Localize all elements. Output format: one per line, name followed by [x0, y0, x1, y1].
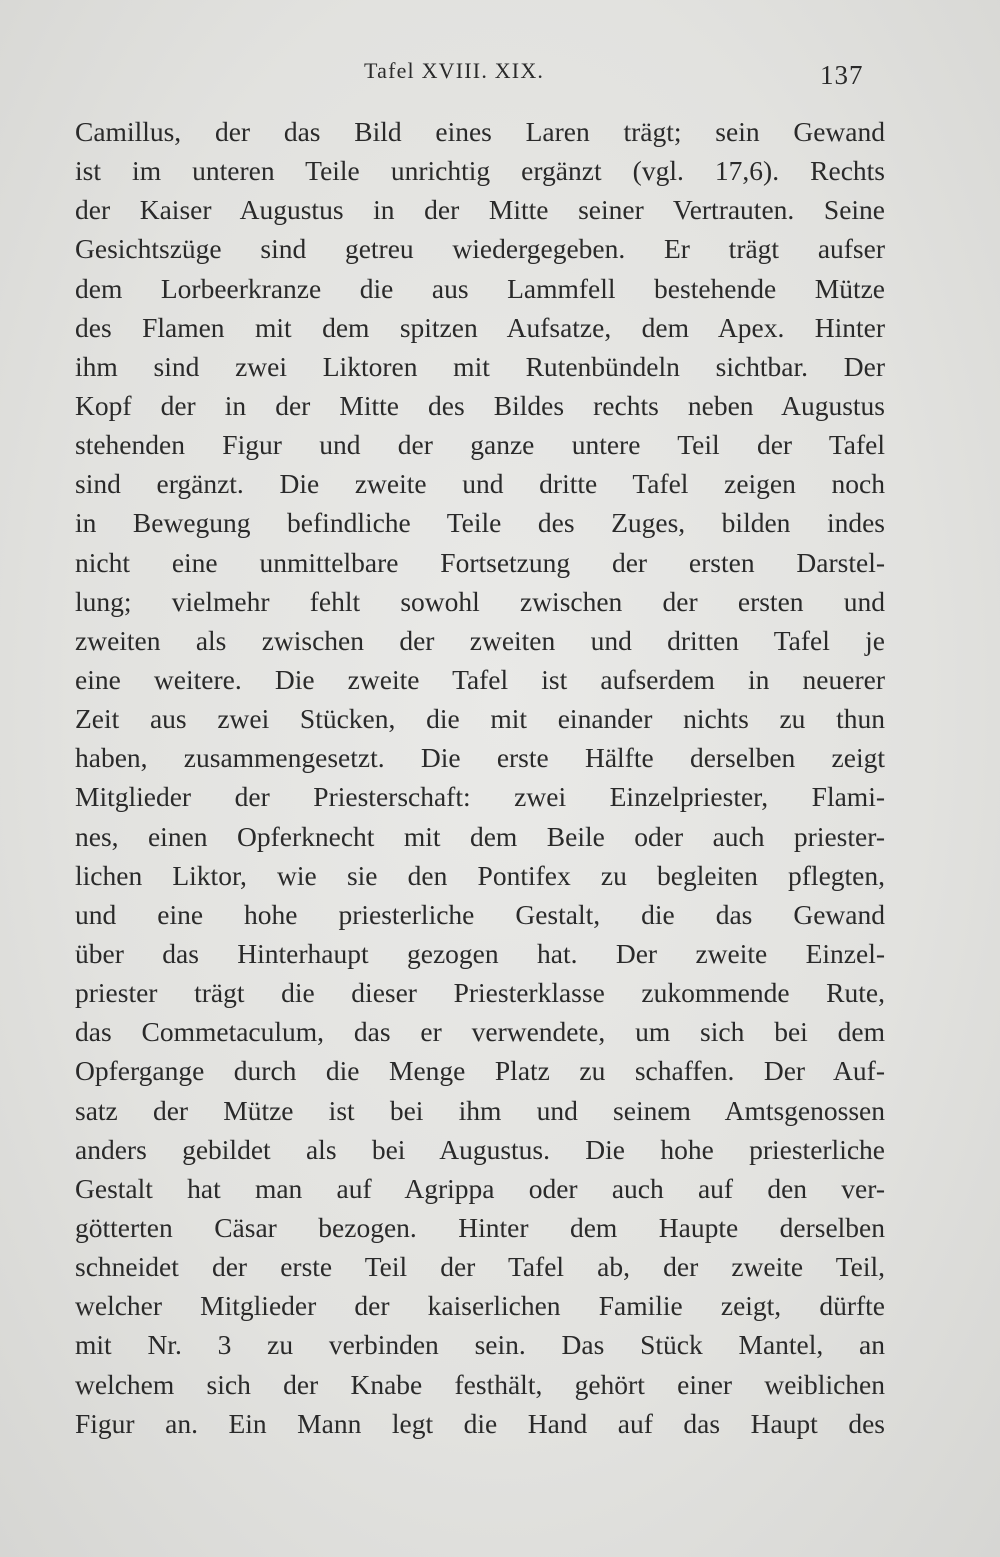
text-line: Figur an. Ein Mann legt die Hand auf das Haupt des	[75, 1407, 885, 1439]
text-line: Kopf der in der Mitte des Bildes rechts neben Augustus	[75, 389, 885, 421]
running-title: Tafel XVIII. XIX.	[364, 58, 545, 83]
text-line: eine weitere. Die zweite Tafel ist aufserdem in neuerer	[75, 663, 885, 695]
text-line: welcher Mitglieder der kaiserlichen Familie zeigt, dürfte	[75, 1290, 885, 1322]
body-text	[75, 112, 885, 1443]
text-line: priester trägt die dieser Priesterklasse zukommende Rute,	[75, 977, 885, 1009]
text-line: ihm sind zwei Liktoren mit Rutenbündeln sichtbar. Der	[75, 350, 885, 382]
text-line: und eine hohe priesterliche Gestalt, die das Gewand	[75, 898, 885, 930]
text-line: nes, einen Opferknecht mit dem Beile oder auch priester-	[75, 820, 885, 852]
text-line: haben, zusammengesetzt. Die erste Hälfte derselben zeigt	[75, 742, 885, 774]
text-line: Camillus, der das Bild eines Laren trägt; sein Gewand	[75, 116, 885, 147]
text-line: satz der Mütze ist bei ihm und seinem Amtsgenossen	[75, 1094, 885, 1126]
text-line: über das Hinterhaupt gezogen hat. Der zweite Einzel-	[75, 937, 885, 969]
text-line: stehenden Figur und der ganze untere Teil der Tafel	[75, 429, 885, 461]
text-line: des Flamen mit dem spitzen Aufsatze, dem Apex. Hinter	[75, 311, 885, 343]
text-line: Mitglieder der Priesterschaft: zwei Einzelpriester, Flami-	[75, 781, 885, 813]
text-line: welchem sich der Knabe festhält, gehört einer weiblichen	[75, 1368, 885, 1400]
text-line: Zeit aus zwei Stücken, die mit einander nichts zu thun	[75, 703, 885, 735]
text-line: das Commetaculum, das er verwendete, um sich bei dem	[75, 1016, 885, 1048]
text-line: Opfergange durch die Menge Platz zu schaffen. Der Auf-	[75, 1055, 885, 1087]
text-line: ist im unteren Teile unrichtig ergänzt (vgl. 17,6). Rechts	[75, 155, 885, 187]
text-line: anders gebildet als bei Augustus. Die hohe priesterliche	[75, 1133, 885, 1165]
text-line: mit Nr. 3 zu verbinden sein. Das Stück Mantel, an	[75, 1329, 885, 1361]
text-line: Gestalt hat man auf Agrippa oder auch auf den ver-	[75, 1172, 885, 1204]
text-line: zweiten als zwischen der zweiten und dritten Tafel je	[75, 624, 885, 656]
text-line: sind ergänzt. Die zweite und dritte Tafel zeigen noch	[75, 468, 885, 500]
text-line: in Bewegung befindliche Teile des Zuges, bilden indes	[75, 507, 885, 539]
text-line: der Kaiser Augustus in der Mitte seiner Vertrauten. Seine	[75, 194, 885, 226]
text-line: schneidet der erste Teil der Tafel ab, der zweite Teil,	[75, 1251, 885, 1283]
text-line: dem Lorbeerkranze die aus Lammfell bestehende Mütze	[75, 272, 885, 304]
text-line: götterten Cäsar bezogen. Hinter dem Haupte derselben	[75, 1211, 885, 1243]
running-head	[0, 58, 1000, 94]
text-line: lichen Liktor, wie sie den Pontifex zu begleiten pflegten,	[75, 859, 885, 891]
page-number: 137	[820, 60, 864, 90]
text-line: lung; vielmehr fehlt sowohl zwischen der ersten und	[75, 585, 885, 617]
text-line: Gesichtszüge sind getreu wiedergegeben. Er trägt aufser	[75, 233, 885, 265]
text-line: nicht eine unmittelbare Fortsetzung der ersten Darstel-	[75, 546, 885, 578]
